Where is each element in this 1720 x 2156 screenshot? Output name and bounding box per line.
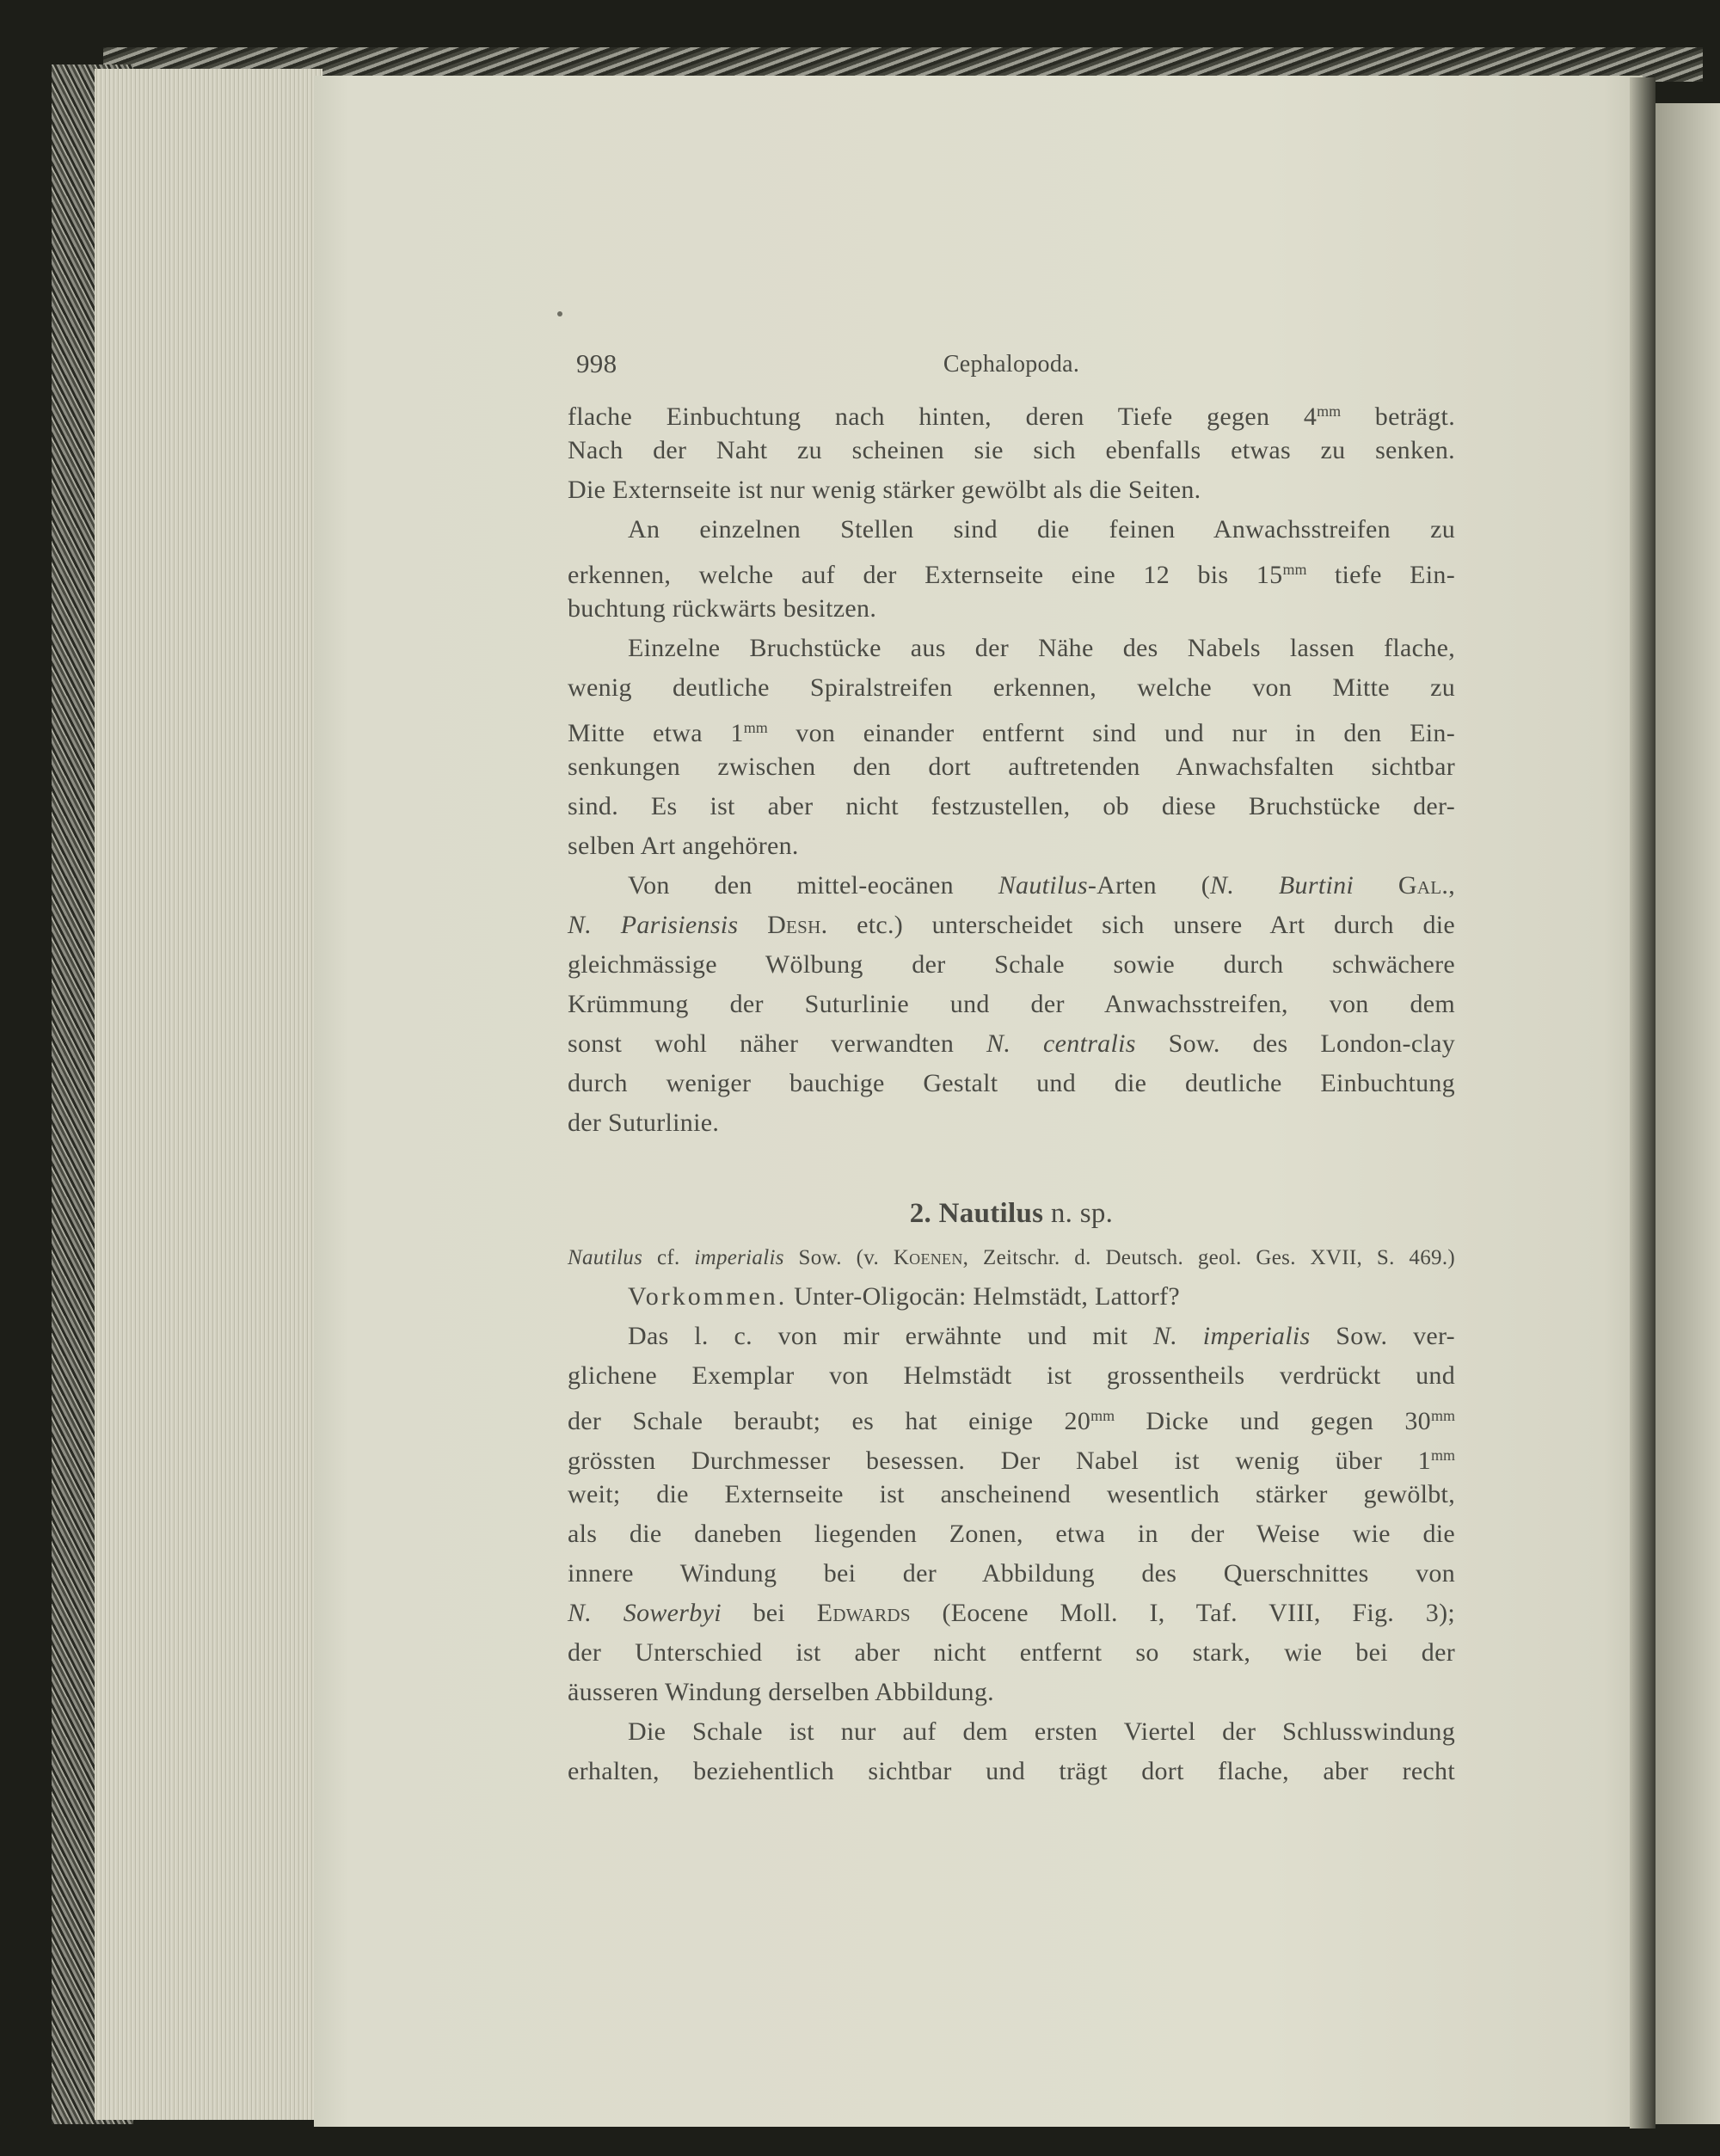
genus-name: Nautilus [938, 1198, 1044, 1229]
text-line: flache Einbuchtung nach hinten, deren Tiefe gegen $4^{mm}$ beträgt. [568, 402, 1455, 431]
text-line: der Suturlinie. [568, 1109, 720, 1137]
text-line: Nach der Naht zu scheinen sie sich ebenfalls etwas zu senken. [568, 436, 1455, 464]
running-title: Cephalopoda. [943, 351, 1080, 378]
text-line: innere Windung bei der Abbildung des Querschnittes von [568, 1559, 1455, 1588]
text-line: durch weniger bauchige Gestalt und die deutliche Einbuchtung [568, 1069, 1455, 1097]
text-line: An einzelnen Stellen sind die feinen Anwachsstreifen zu [628, 515, 1455, 544]
text-line: als die daneben liegenden Zonen, etwa in der Weise wie die [568, 1520, 1455, 1548]
text-line: Krümmung der Suturlinie und der Anwachsstreifen, von dem [568, 990, 1455, 1018]
section-heading [568, 1188, 1455, 1239]
section-number: 2. [909, 1198, 932, 1229]
section-1-text [568, 391, 1455, 1143]
text-line: Einzelne Bruchstücke aus der Nähe des Nabels lassen flache, [628, 634, 1455, 662]
page-number: 998 [576, 348, 617, 378]
text-line: buchtung rückwärts besitzen. [568, 594, 877, 623]
text-line: Die Externseite ist nur wenig stärker gewölbt als die Seiten. [568, 476, 1201, 504]
text-line: sonst wohl näher verwandten N. centralis Sow. des London-clay [568, 1029, 1455, 1058]
text-line: erhalten, beziehentlich sichtbar und trägt dort flache, aber recht [568, 1757, 1455, 1785]
facing-page-edge [1656, 103, 1720, 2124]
text-line: äusseren Windung derselben Abbildung. [568, 1678, 994, 1706]
text-line: Das l. c. von mir erwähnte und mit N. imperialis Sow. ver- [628, 1322, 1455, 1350]
text-line: senkungen zwischen den dort auftretenden Anwachsfalten sichtbar [568, 752, 1455, 781]
text-column [568, 340, 1455, 1791]
text-line: grössten Durchmesser besessen. Der Nabel ist wenig über $1^{mm}$ [568, 1447, 1455, 1475]
text-line: N. Sowerbyi bei Edwards (Eocene Moll. I, Taf. VIII, Fig. 3); [568, 1599, 1455, 1627]
occurrence-line: Vorkommen. Unter-Oligocän: Helmstädt, Lattorf? [628, 1282, 1180, 1311]
species-label: n. sp. [1050, 1198, 1114, 1229]
section-2-text [568, 1277, 1455, 1791]
text-line: der Schale beraubt; es hat einige $20^{mm}$ Dicke und gegen $30^{mm}$ [568, 1407, 1455, 1435]
text-line: weit; die Externseite ist anscheinend wesentlich stärker gewölbt, [568, 1480, 1455, 1508]
text-line: der Unterschied ist aber nicht entfernt so stark, wie bei der [568, 1638, 1455, 1667]
text-line: Mitte etwa $1^{mm}$ von einander entfernt sind und nur in den Ein- [568, 719, 1455, 747]
book-gutter [1630, 77, 1656, 2128]
text-line: selben Art angehören. [568, 832, 799, 860]
text-line: Die Schale ist nur auf dem ersten Viertel der Schlusswindung [628, 1717, 1455, 1746]
text-line: sind. Es ist aber nicht festzustellen, ob diese Bruchstücke der- [568, 792, 1455, 820]
text-line: gleichmässige Wölbung der Schale sowie durch schwächere [568, 950, 1455, 979]
synonym-line: Nautilus cf. imperialis Sow. (v. Koenen, Zeitschr. d. Deutsch. geol. Ges. XVII, S. 469.) [568, 1246, 1456, 1269]
text-line: N. Parisiensis Desh. etc.) unterscheidet sich unsere Art durch die [568, 911, 1455, 939]
ink-dot [557, 311, 562, 316]
text-line: wenig deutliche Spiralstreifen erkennen, welche von Mitte zu [568, 673, 1455, 702]
text-line: Von den mittel-eocänen Nautilus-Arten (N. Burtini Gal., [628, 871, 1455, 900]
text-line: erkennen, welche auf der Externseite eine 12 bis $15^{mm}$ tiefe Ein- [568, 561, 1455, 589]
page-stack-edge [95, 69, 322, 2120]
text-line: glichene Exemplar von Helmstädt ist grossentheils verdrückt und [568, 1361, 1455, 1390]
page-header [568, 340, 1455, 391]
